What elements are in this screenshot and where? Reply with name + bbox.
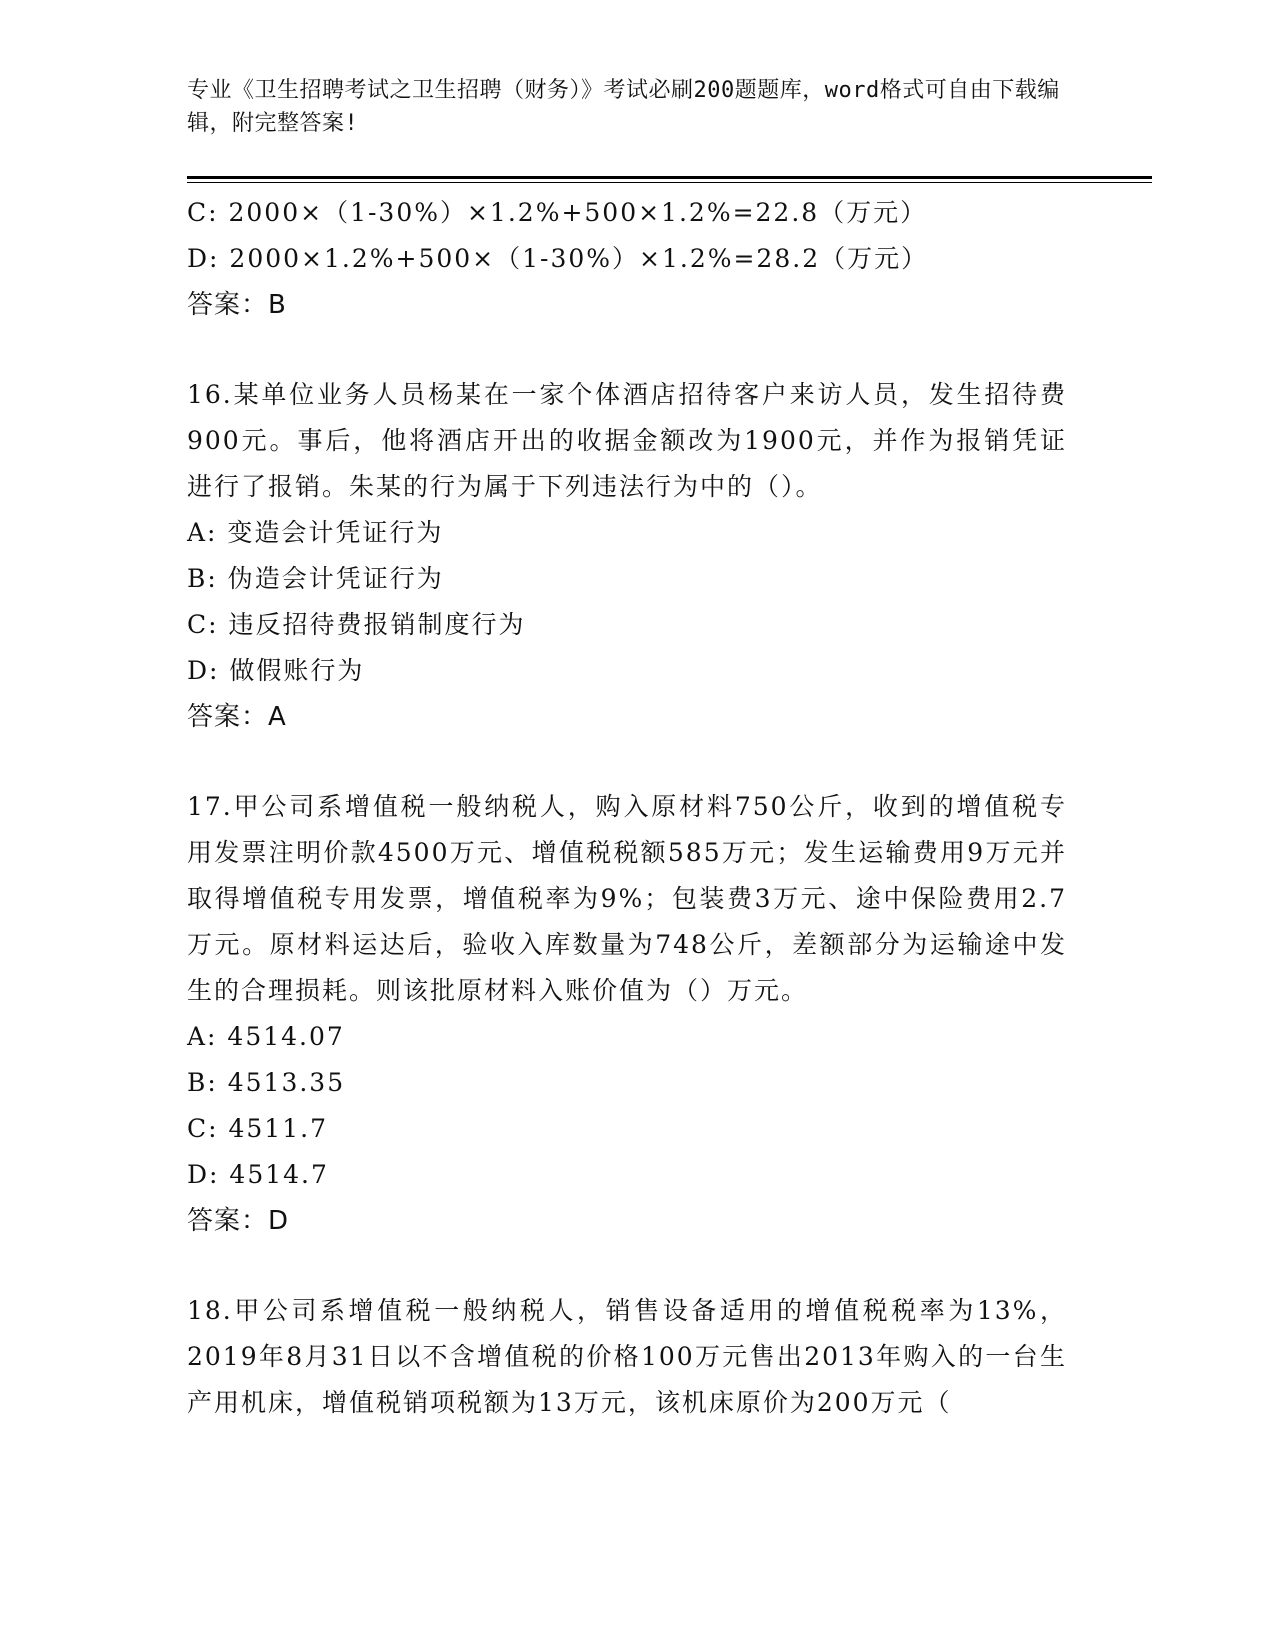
option-c: C: 4511.7 — [187, 1114, 328, 1143]
document-header — [187, 74, 1077, 140]
header-rule-thick — [187, 176, 1152, 179]
option-b: B: 4513.35 — [187, 1068, 346, 1097]
answer: 答案：B — [187, 290, 287, 320]
header-title: 专业《卫生招聘考试之卫生招聘（财务）》考试必刷200题题库，word格式可自由下载编辑，附完整答案! — [187, 78, 1060, 136]
answer: 答案：D — [187, 1206, 290, 1236]
answer: 答案：A — [187, 702, 287, 732]
header-rule-thin — [187, 182, 1152, 183]
option-a: A: 变造会计凭证行为 — [187, 518, 444, 547]
question-16 — [187, 372, 1067, 740]
option-d: D: 4514.7 — [187, 1160, 329, 1189]
option-c: C: 违反招待费报销制度行为 — [187, 610, 526, 639]
question-18 — [187, 1288, 1067, 1426]
option-a: A: 4514.07 — [187, 1022, 345, 1051]
question-text: 17.甲公司系增值税一般纳税人，购入原材料750公斤，收到的增值税专用发票注明价款4500万元、增值税税额585万元；发生运输费用9万元并取得增值税专用发票，增值税率为9%；包装费3万元、途中保险费用2.7万元。原材料运达后，验收入库数量为748公斤，差额部分为运输途中发生的合理损耗。则该批原材料入账价值为（）万元。 — [187, 792, 1067, 1005]
question-17 — [187, 784, 1067, 1244]
option-d: D: 做假账行为 — [187, 656, 365, 685]
prev-question — [187, 190, 1067, 328]
option-c: C: 2000×（1-30%）×1.2%+500×1.2%=22.8（万元） — [187, 198, 928, 227]
document-body — [187, 190, 1067, 1426]
option-d: D: 2000×1.2%+500×（1-30%）×1.2%=28.2（万元） — [187, 244, 929, 273]
option-b: B: 伪造会计凭证行为 — [187, 564, 444, 593]
question-text: 16.某单位业务人员杨某在一家个体酒店招待客户来访人员，发生招待费900元。事后，他将酒店开出的收据金额改为1900元，并作为报销凭证进行了报销。朱某的行为属于下列违法行为中的（）。 — [187, 380, 1067, 501]
question-text: 18.甲公司系增值税一般纳税人，销售设备适用的增值税税率为13%，2019年8月31日以不含增值税的价格100万元售出2013年购入的一台生产用机床，增值税销项税额为13万元，该机床原价为200万元（ — [187, 1296, 1067, 1417]
